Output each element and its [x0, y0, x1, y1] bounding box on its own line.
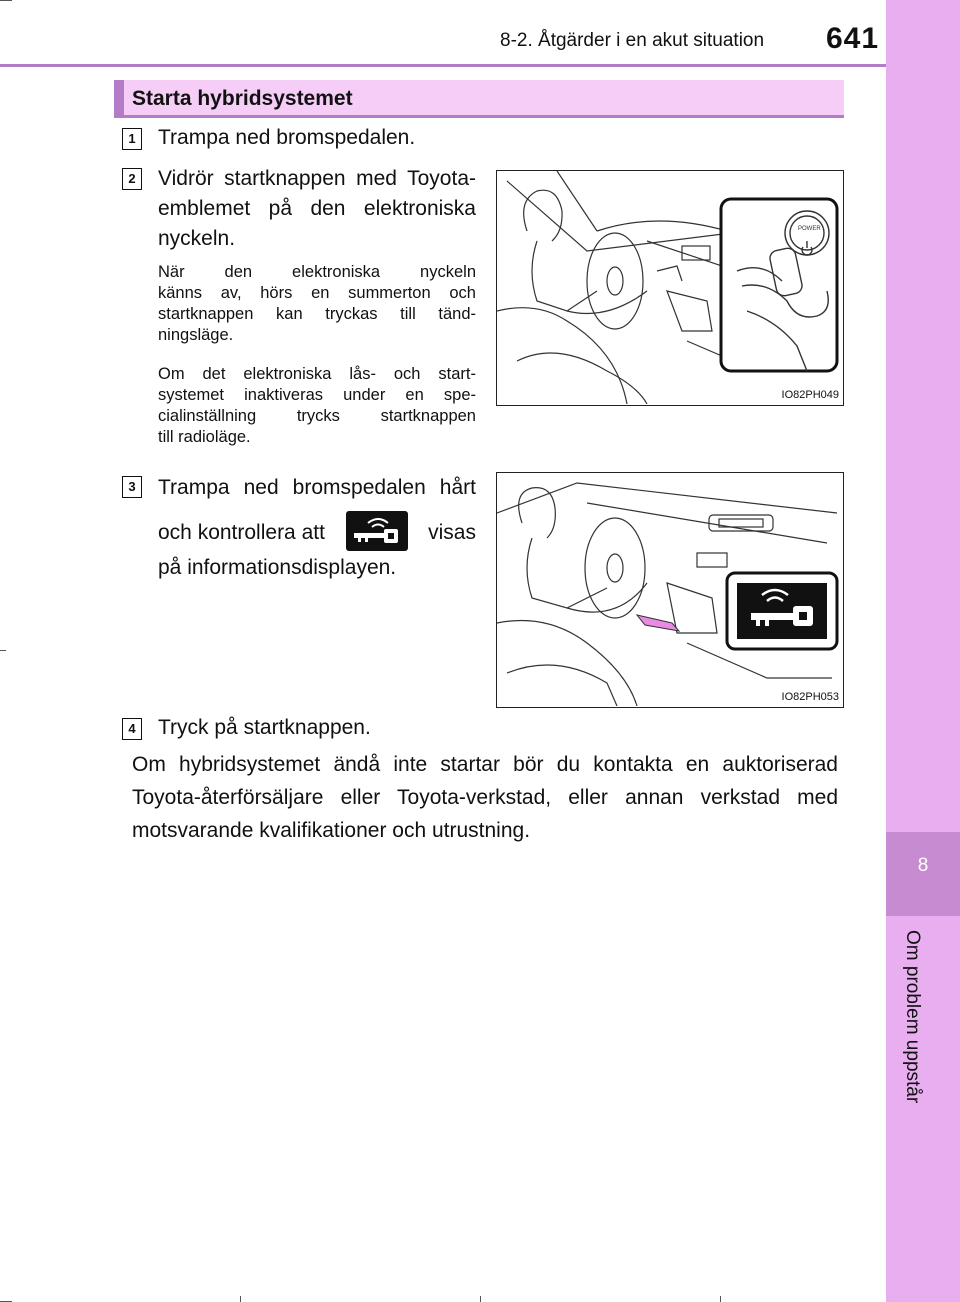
- figure-code: IO82PH053: [781, 691, 839, 703]
- step-4-text: Tryck på startknappen.: [158, 716, 371, 739]
- note-line: till radioläge.: [158, 428, 251, 446]
- step-3-line-3: på informationsdisplayen.: [158, 556, 397, 579]
- page-number: 641: [826, 22, 880, 55]
- step-3-line-1: Trampa ned bromspedalen hårt: [158, 476, 476, 499]
- crop-mark: [480, 1296, 481, 1302]
- figure-key-indicator: [496, 472, 844, 708]
- body-line: motsvarande kvalifikationer och utrustning.: [132, 819, 531, 842]
- note-line: ningsläge.: [158, 326, 234, 344]
- note-line: känns av, hörs en summerton och: [158, 284, 476, 302]
- figure-power-button: [496, 170, 844, 406]
- note-line: systemet inaktiveras under en spe-: [158, 386, 476, 404]
- section-title: Starta hybridsystemet: [132, 87, 353, 110]
- step-number-4: 4: [122, 718, 142, 740]
- key-indicator-icon: [346, 511, 408, 551]
- step-2-note-1: [158, 262, 476, 346]
- inset-frame: [721, 199, 837, 371]
- note-line: cialinställning trycks startknappen: [158, 407, 476, 425]
- chapter-title: Om problem uppstår: [902, 930, 923, 1104]
- chapter-number: 8: [917, 855, 929, 876]
- step-2-line: emblemet på den elektroniska: [158, 197, 476, 220]
- step-number-2: 2: [122, 168, 142, 190]
- chapter-sidebar: [886, 0, 960, 1302]
- crop-mark: [240, 1296, 241, 1302]
- driver-display-illustration: [497, 473, 842, 706]
- step-1-text: Trampa ned bromspedalen.: [158, 126, 416, 149]
- driver-dashboard-illustration: [497, 171, 842, 404]
- note-line: Om det elektroniska lås- och start-: [158, 365, 476, 383]
- step-2-note-2: [158, 364, 476, 448]
- step-2-instruction: [158, 164, 476, 254]
- step-2-line: nyckeln.: [158, 227, 236, 250]
- body-line: Toyota-återförsäljare eller Toyota-verkstad, eller annan verkstad med: [132, 786, 838, 809]
- header-rule: [0, 64, 886, 67]
- note-line: startknappen kan tryckas till tänd-: [158, 305, 476, 323]
- step-3-line-2: [158, 513, 476, 553]
- running-header: 8-2. Åtgärder i en akut situation: [500, 30, 765, 51]
- body-line: Om hybridsystemet ändå inte startar bör du kontakta en auktoriserad: [132, 753, 838, 776]
- crop-mark: [720, 1296, 721, 1302]
- step-number-1: 1: [122, 128, 142, 150]
- note-line: När den elektroniska nyckeln: [158, 263, 476, 281]
- step-2-line: Vidrör startknappen med Toyota-: [158, 167, 476, 190]
- crop-mark: [0, 650, 6, 651]
- crop-mark: [0, 0, 12, 1]
- step-4-body: [132, 748, 838, 847]
- power-button-label: POWER: [798, 226, 821, 232]
- step-3-text-after: visas: [428, 521, 476, 544]
- step-3-text-before: och kontrollera att: [158, 521, 325, 544]
- step-number-3: 3: [122, 476, 142, 498]
- figure-code: IO82PH049: [781, 389, 839, 401]
- finger-arrow: [637, 615, 679, 631]
